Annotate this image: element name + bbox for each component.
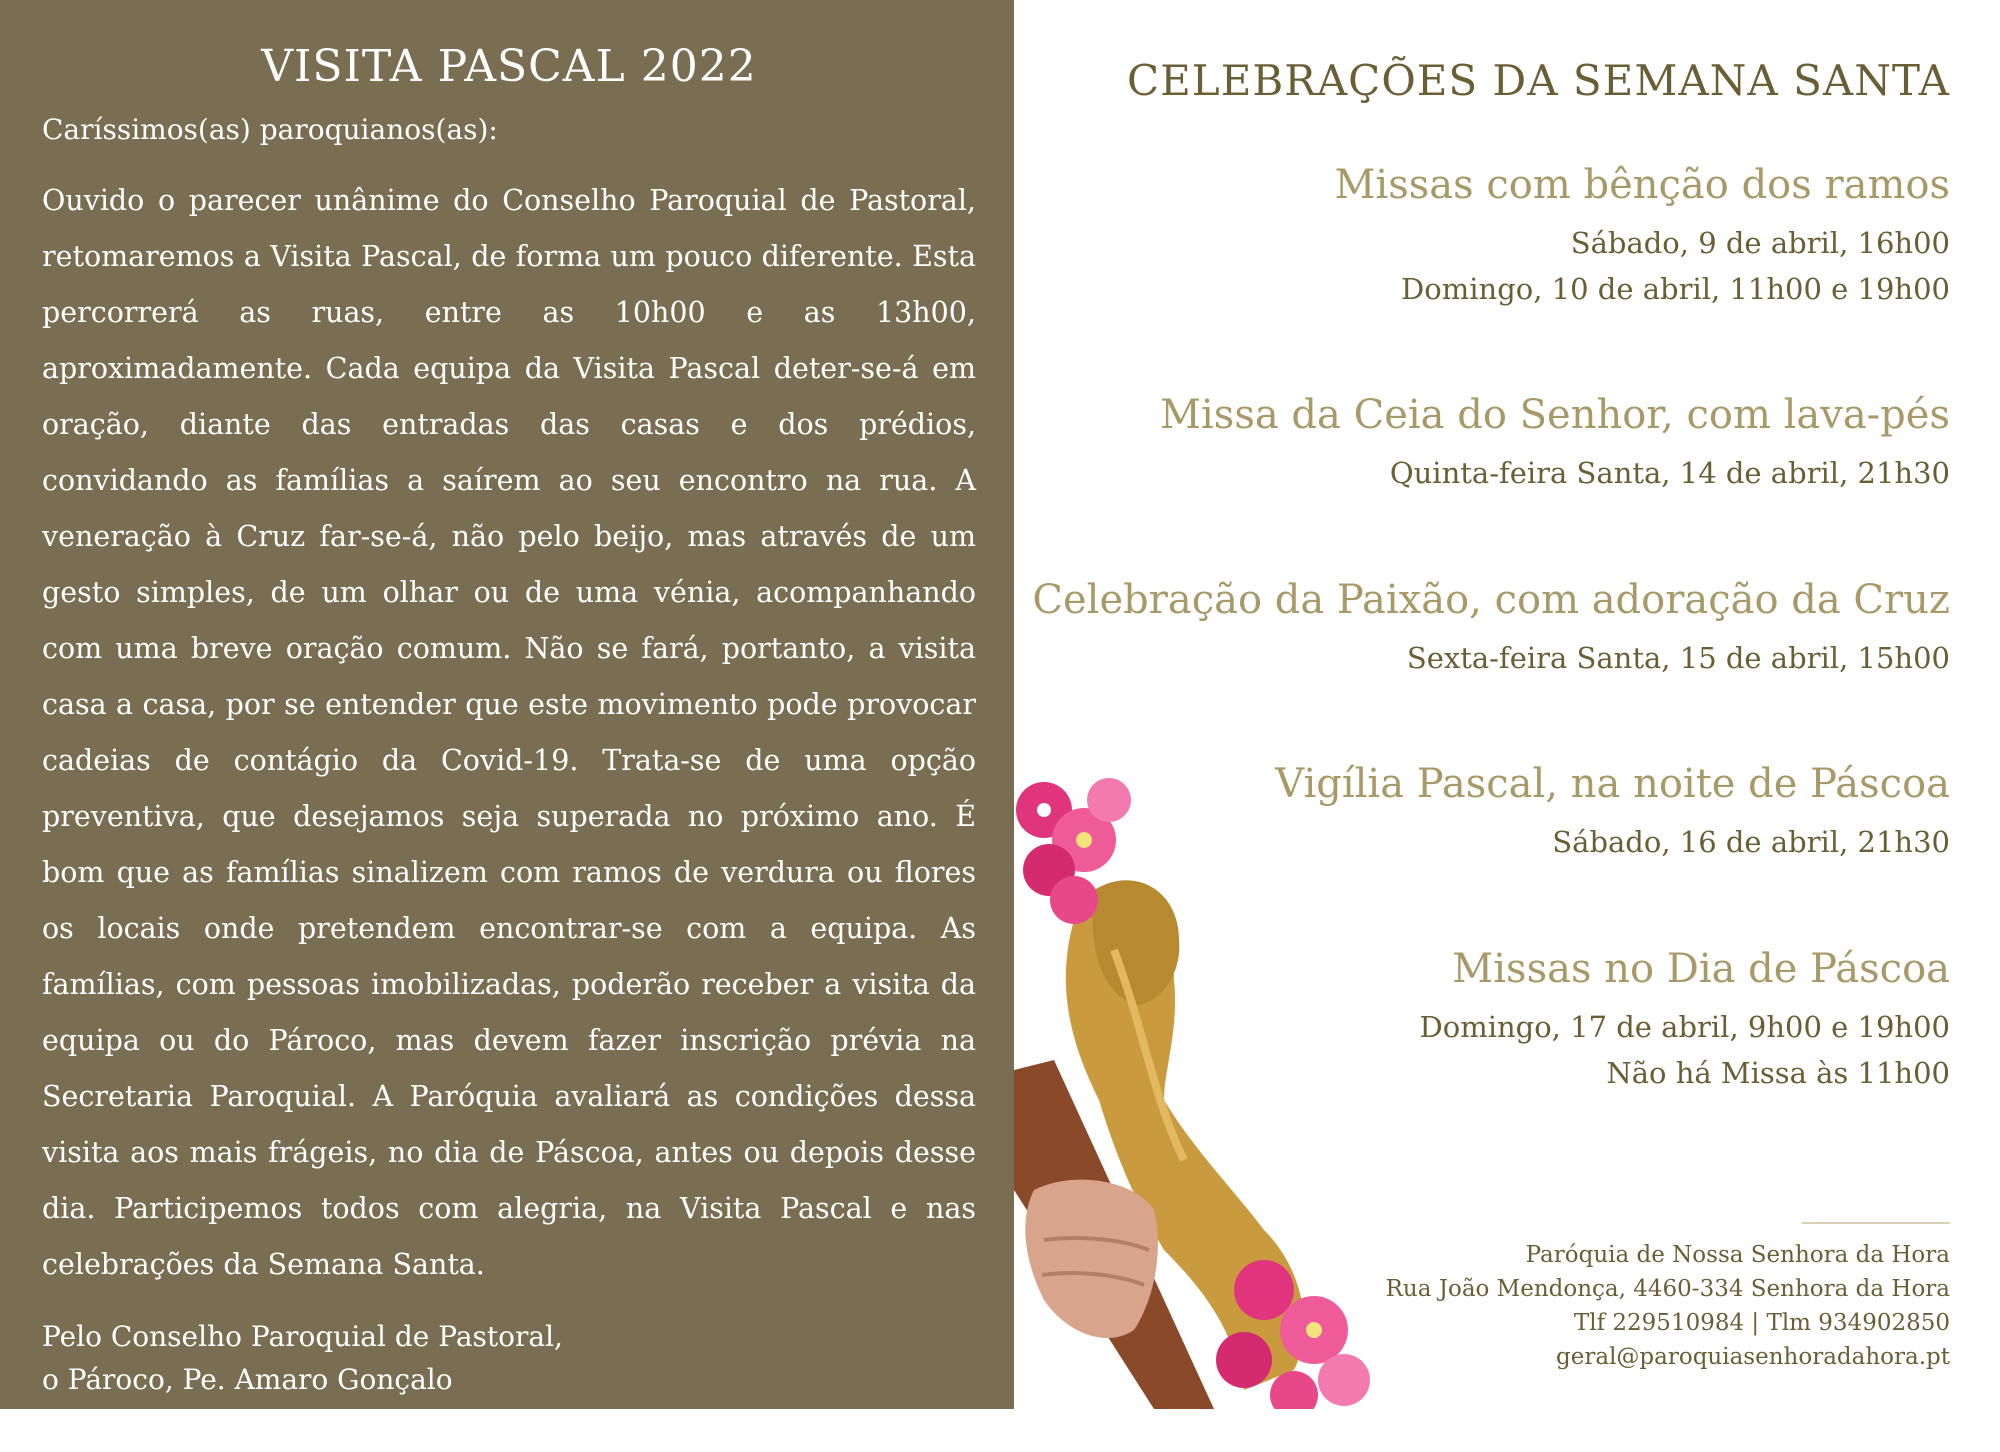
event-title: Vigília Pascal, na noite de Páscoa	[1275, 761, 1950, 807]
signature-line-1: Pelo Conselho Paroquial de Pastoral,	[42, 1320, 563, 1354]
event-last-supper	[1160, 390, 1950, 496]
event-note: Não há Missa às 11h00	[1606, 1056, 1950, 1090]
celebrations-panel	[1014, 0, 2000, 1409]
parish-address: Rua João Mendonça, 4460-334 Senhora da Hora	[1385, 1276, 1950, 1302]
event-time: Domingo, 17 de abril, 9h00 e 19h00	[1419, 1010, 1950, 1044]
event-title: Missa da Ceia do Senhor, com lava-pés	[1160, 392, 1950, 438]
event-time: Sexta-feira Santa, 15 de abril, 15h00	[1406, 641, 1950, 675]
event-passion	[1032, 575, 1950, 681]
parish-contact-footer	[1386, 1238, 1950, 1374]
event-time: Quinta-feira Santa, 14 de abril, 21h30	[1389, 456, 1950, 490]
orchid-flowers-bottom	[1216, 1260, 1370, 1409]
event-time: Sábado, 9 de abril, 16h00	[1570, 226, 1950, 260]
parish-name: Paróquia de Nossa Senhora da Hora	[1525, 1242, 1950, 1268]
parish-email[interactable]: geral@paroquiasenhoradahora.pt	[1556, 1344, 1950, 1370]
event-palm-sunday	[1334, 160, 1950, 312]
event-title: Celebração da Paixão, com adoração da Cruz	[1032, 577, 1950, 623]
letter-signature	[42, 1315, 976, 1401]
hand	[1025, 1180, 1158, 1338]
signature-line-2: o Pároco, Pe. Amaro Gonçalo	[42, 1363, 453, 1397]
letter-body: Ouvido o parecer unânime do Conselho Paroquial de Pastoral, retomaremos a Visita Pascal, de forma um pouco diferente. Esta percorrerá as ruas, entre as 10h00 e as 13h00, aproximadamente. Cada equipa da Visita Pascal deter-se-á em oração, diante das entradas das casas e dos prédios, convidando as famílias a saírem ao seu encontro na rua. A veneração à Cruz far-se-á, não pelo beijo, mas através de um gesto simples, de um olhar ou de uma vénia, acompanhando com uma breve oração comum. Não se fará, portanto, a visita casa a casa, por se entender que este movimento pode provocar cadeias de contágio da Covid-19. Trata-se de uma opção preventiva, que desejamos seja superada no próximo ano. É bom que as famílias sinalizem com ramos de verdura ou flores os locais onde pretendem encontrar-se com a equipa. As famílias, com pessoas imobilizadas, poderão receber a visita da equipa ou do Pároco, mas devem fazer inscrição prévia na Secretaria Paroquial. A Paróquia avaliará as condições dessa visita aos mais frágeis, no dia de Páscoa, antes ou depois desse dia. Participemos todos com alegria, na Visita Pascal e nas celebrações da Semana Santa.	[42, 184, 976, 1282]
footer-divider	[1802, 1222, 1950, 1224]
letter-title: VISITA PASCAL 2022	[261, 41, 757, 92]
crucifix-with-flowers-image	[1014, 770, 1414, 1409]
event-title: Missas no Dia de Páscoa	[1452, 946, 1950, 992]
letter-place-date: Senhora da Hora, Páscoa 2022	[537, 1419, 976, 1452]
event-easter-day	[1420, 944, 1951, 1096]
celebrations-title: CELEBRAÇÕES DA SEMANA SANTA	[1127, 56, 1950, 105]
event-time: Domingo, 10 de abril, 11h00 e 19h00	[1401, 272, 1950, 306]
event-time: Sábado, 16 de abril, 21h30	[1552, 825, 1950, 859]
letter-greeting: Caríssimos(as) paroquianos(as):	[42, 113, 498, 147]
event-title: Missas com bênção dos ramos	[1334, 162, 1950, 208]
parish-phones: Tlf 229510984 | Tlm 934902850	[1573, 1310, 1950, 1336]
